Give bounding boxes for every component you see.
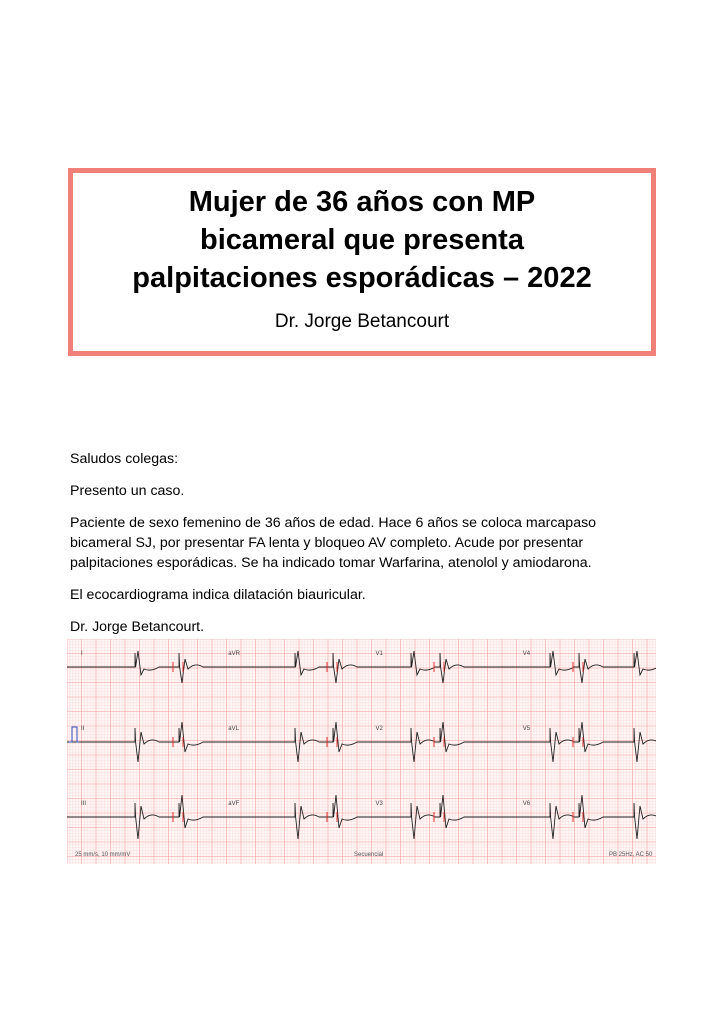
ecg-lead-label: aVR [228,651,240,657]
ecg-lead-label: aVF [228,801,240,807]
ecg-footer-left: 25 mm/s, 10 mm/mV [75,852,131,858]
body-text [70,449,660,649]
ecg-lead-label: I [81,651,83,657]
ecg-lead-label: V5 [522,726,531,732]
ecg-lead-label: V2 [375,726,383,732]
case-line-1: Paciente de sexo femenino de 36 años de edad. Hace 6 años se coloca marcapaso [70,515,597,531]
ecg-lead-label: V3 [375,801,383,807]
title-line-3: palpitaciones esporádicas – 2022 [132,262,592,294]
ecg-lead-label: II [81,726,85,732]
ecg-image [67,639,656,864]
author-name: Dr. Jorge Betancourt [274,311,450,332]
signature-paragraph: Dr. Jorge Betancourt. [70,619,205,635]
ecg-lead-label: III [81,801,87,807]
case-line-3: palpitaciones esporádicas. Se ha indicado tomar Warfarina, atenolol y amiodarona. [70,555,592,571]
greeting-paragraph: Saludos colegas: [70,451,179,467]
ecg-footer-right: PB 25Hz, AC 50 [609,852,653,858]
ecg-strip [67,639,656,864]
echo-paragraph: El ecocardiograma indica dilatación biauricular. [70,587,366,603]
ecg-lead-label: V1 [375,651,383,657]
ecg-lead-label: V4 [522,651,531,657]
case-line-2: bicameral SJ, por presentar FA lenta y bloqueo AV completo. Acude por presentar [70,535,584,551]
case-paragraph [70,513,660,573]
ecg-lead-label: aVL [228,726,239,732]
title-line-1: Mujer de 36 años con MP [188,186,536,218]
title-box [68,168,656,356]
document-title [73,173,651,297]
ecg-footer-center: Secuencial [354,852,384,858]
intro-paragraph: Presento un caso. [70,483,185,499]
ecg-lead-label: V6 [522,801,531,807]
title-line-2: bicameral que presenta [200,224,524,256]
